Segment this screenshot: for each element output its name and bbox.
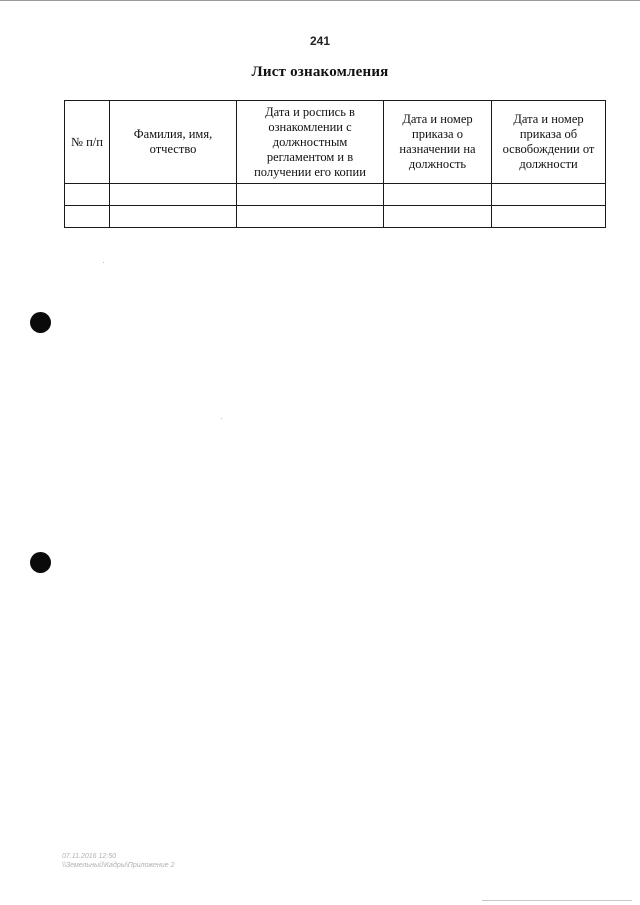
punch-hole <box>30 312 51 333</box>
print-stamp-path: \\Земельный\Кадры\Приложение 2 <box>62 862 175 869</box>
table-cell <box>65 206 110 228</box>
table-row <box>65 206 606 228</box>
header-number: № п/п <box>65 101 110 184</box>
table-row <box>65 184 606 206</box>
table-cell <box>492 206 606 228</box>
header-appointment-order: Дата и номер приказа о назначении на должность <box>384 101 492 184</box>
table-cell <box>110 184 237 206</box>
table-header-row <box>65 101 606 184</box>
scan-speck <box>221 418 222 419</box>
page-bottom-border <box>482 900 632 901</box>
scan-speck <box>103 262 104 263</box>
table-cell <box>110 206 237 228</box>
punch-hole <box>30 552 51 573</box>
page-number: 241 <box>309 34 331 48</box>
header-dismissal-order: Дата и номер приказа об освобождении от должности <box>492 101 606 184</box>
table-cell <box>384 206 492 228</box>
print-stamp <box>62 852 175 870</box>
page-title: Лист ознакомления <box>251 64 389 80</box>
table-cell <box>65 184 110 206</box>
table-cell <box>384 184 492 206</box>
header-full-name: Фамилия, имя, отчество <box>110 101 237 184</box>
table-cell <box>492 184 606 206</box>
table-cell <box>237 184 384 206</box>
page-top-border <box>0 0 640 1</box>
table-cell <box>237 206 384 228</box>
print-stamp-date: 07.11.2016 12:50 <box>62 853 116 860</box>
header-acknowledgement-date-signature: Дата и роспись в ознакомлении с должностным регламентом и в получении его копии <box>237 101 384 184</box>
acknowledgement-table <box>64 100 606 228</box>
